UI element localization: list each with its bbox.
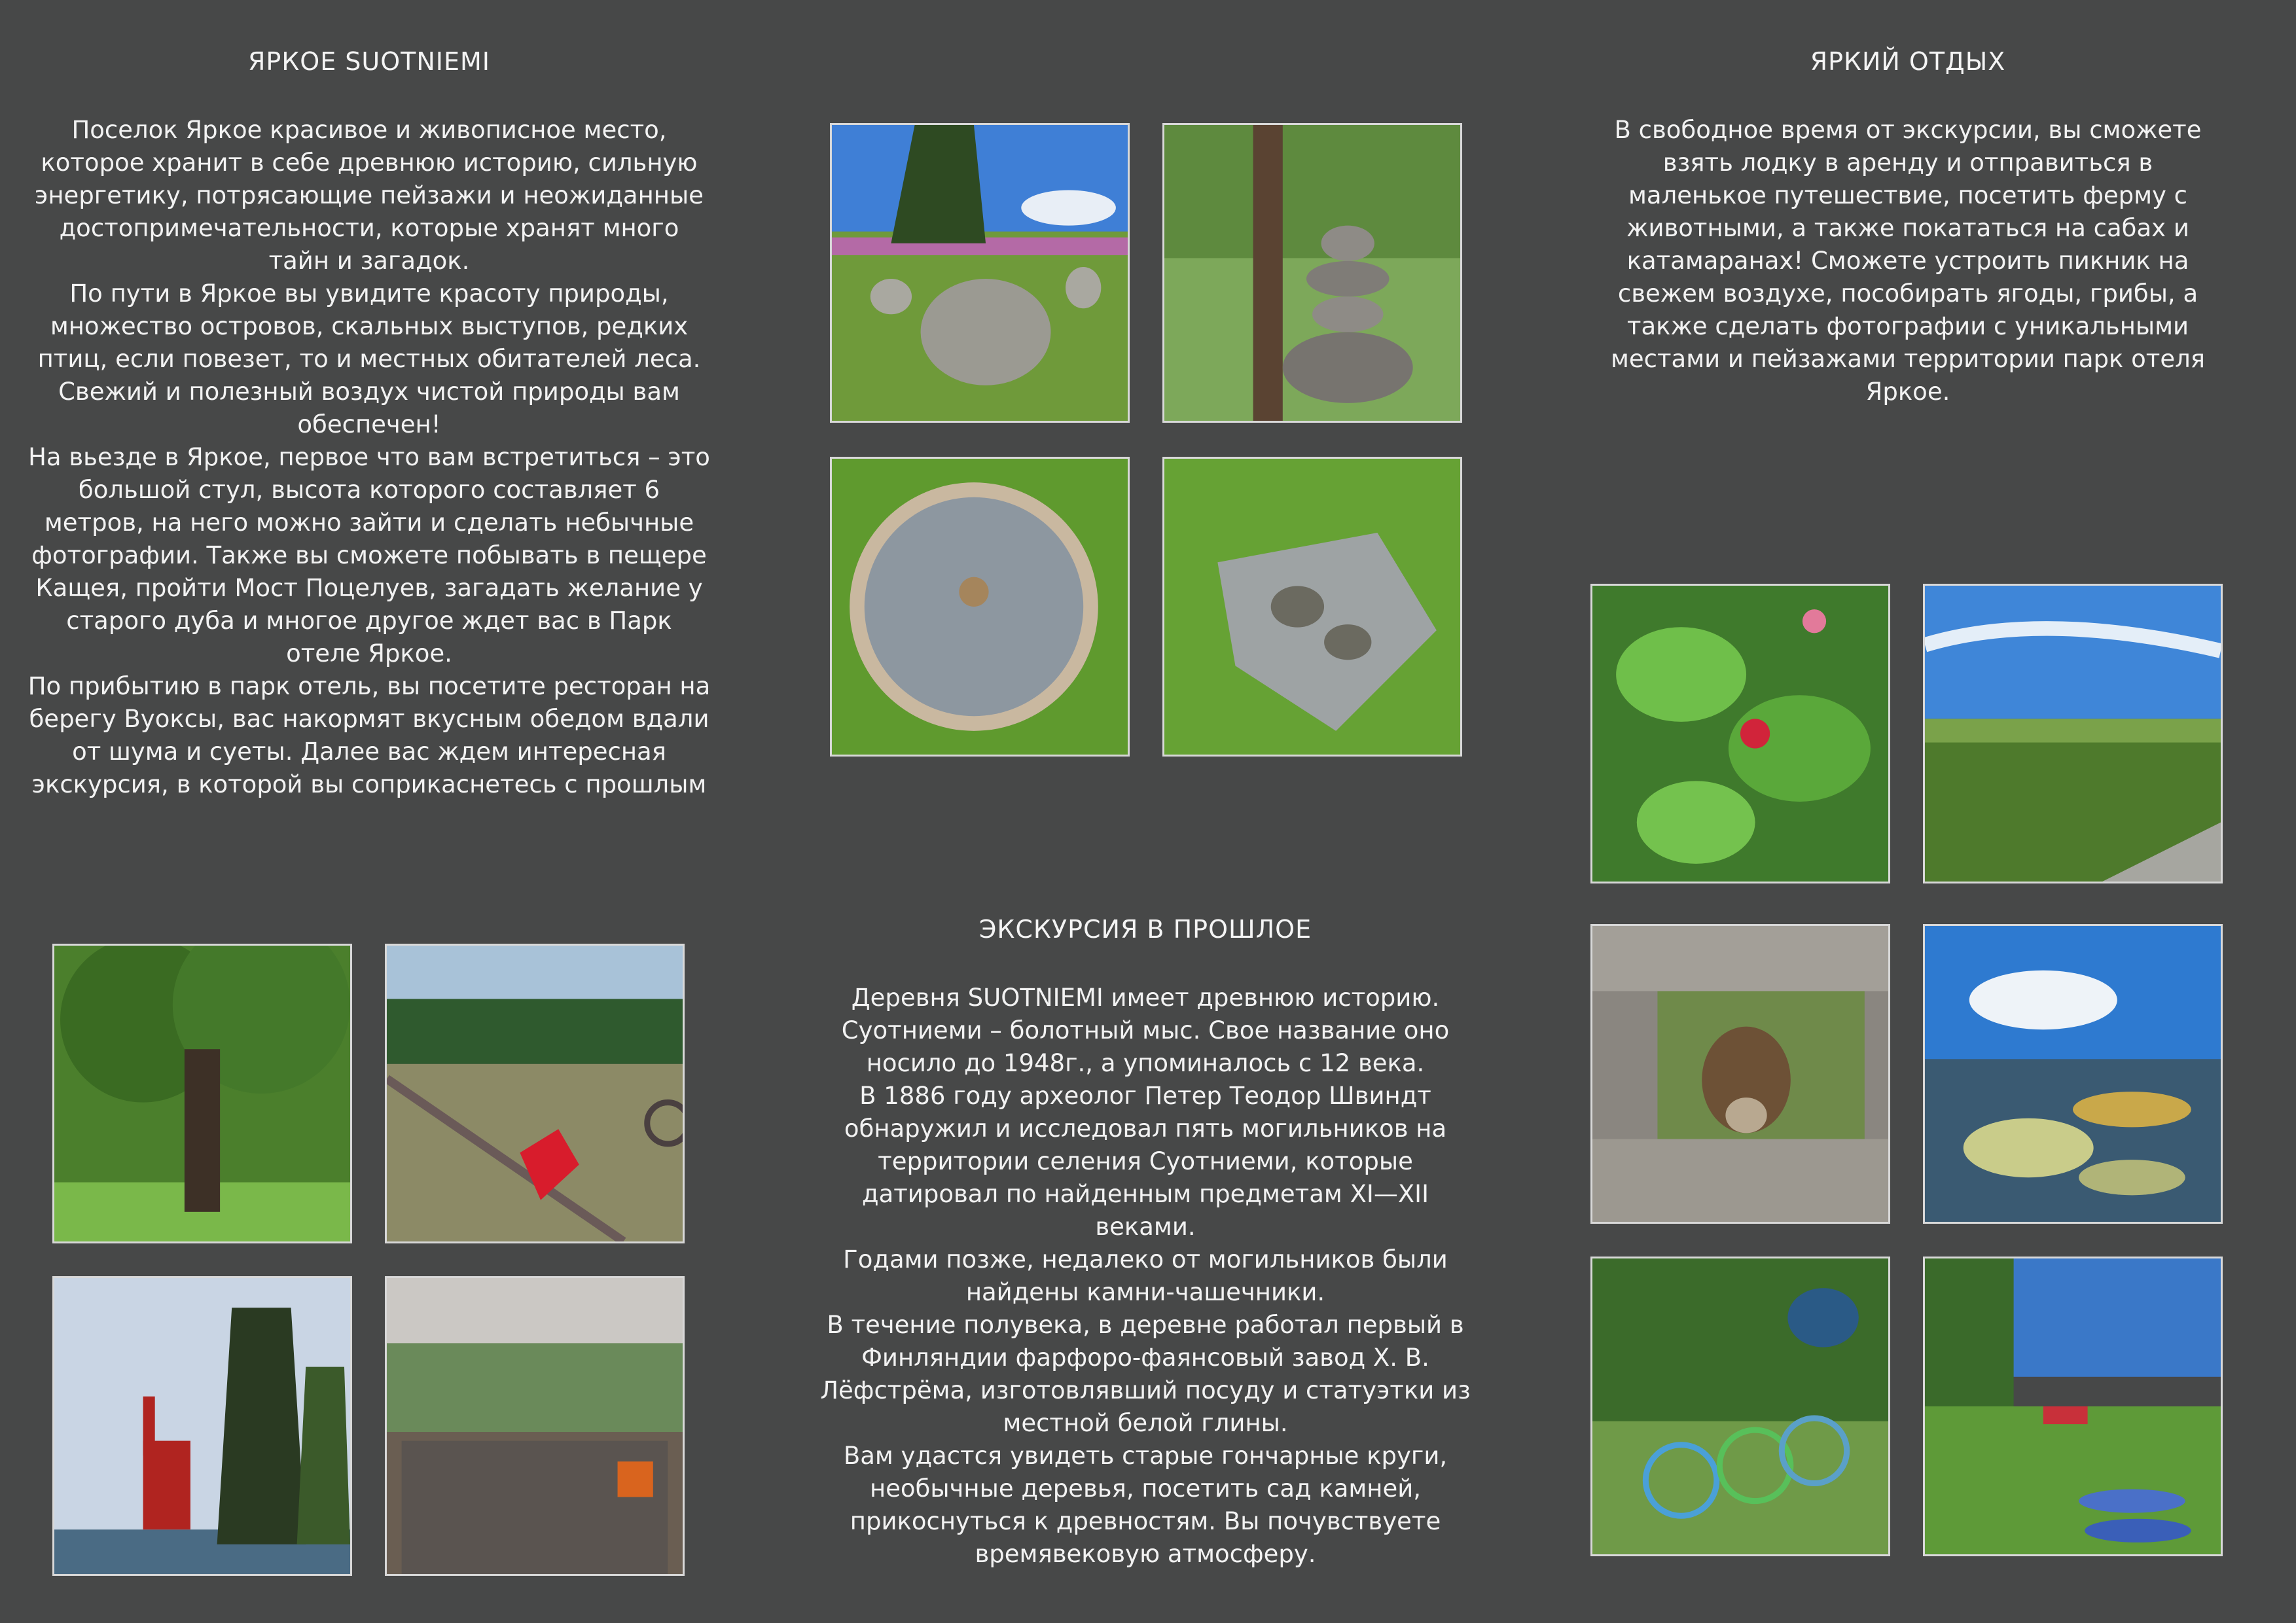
middle-section-title: ЭКСКУРСИЯ В ПРОШЛОЕ [978, 915, 1312, 944]
photo-stone-cairn [1162, 123, 1462, 423]
left-paragraph-4: По прибытию в парк отель, вы посетите ресторан на берегу Вуоксы, вас накормят вкусным обедом вдали от шума и суеты. Далее вас ждем интересная экскурсия, в которой вы соприкаснетесь с прошлым [27, 672, 711, 798]
photo-old-oak [52, 944, 352, 1243]
left-paragraph-2: По пути в Яркое вы увидите красоту природы, множество островов, скальных выступов, редких птиц, если повезет, то и местных обитателей леса. Свежий и полезный воздух чистой природы вам обеспечен! [37, 279, 701, 438]
photo-millstone [830, 457, 1130, 757]
photo-sup-boards [1923, 1257, 2223, 1556]
left-paragraph-1: Поселок Яркое красивое и живописное место, которое хранит в себе древнюю историю, сильную энергетику, потрясающие пейзажи и неожиданные достопримечательности, которые хранят много тайн и загадок. [35, 116, 704, 275]
middle-paragraph-5: Вам удастся увидеть старые гончарные круги, необычные деревья, посетить сад камней, прикоснуться к древностям. Вы почувствуете времявековую атмосферу. [843, 1442, 1448, 1568]
photo-cup-stone [1162, 457, 1462, 757]
photo-wild-strawberry [1590, 584, 1890, 883]
photo-boulder-meadow [830, 123, 1130, 423]
middle-paragraph-2: В 1886 году археолог Петер Теодор Швиндт обнаружил и исследовал пять могильников на территории селения Суотниеми, которые датировал по найденным предметам XI—XII веками. [844, 1082, 1447, 1241]
left-section-title: ЯРКОЕ SUOTNIEMI [248, 47, 490, 76]
photo-goat-fence [1590, 924, 1890, 1224]
middle-paragraph-1: Деревня SUOTNIEMI имеет древнюю историю. Суотниеми – болотный мыс. Свое название оно носило до 1948г., а упоминалось с 12 века. [841, 984, 1450, 1077]
left-paragraph-3: На вьезде в Яркое, первое что вам встретиться – это большой стул, высота которого составляет 6 метров, на него можно зайти и сделать небычные фотографии. Также вы сможете побывать в пещере Кащея, пройти Мост Поцелуев, загадать желание у старого дуба и многое другое ждет вас в Парк отеле Яркое. [28, 443, 710, 668]
photo-kiss-bridge [385, 944, 685, 1243]
middle-paragraph-3: Годами позже, недалеко от могильников были найдены камни-чашечники. [843, 1245, 1448, 1306]
right-section-title: ЯРКИЙ ОТДЫХ [1810, 47, 2006, 76]
photo-bicycles [1590, 1257, 1890, 1556]
photo-boats-pier [1923, 924, 2223, 1224]
middle-section-text [818, 982, 1473, 1571]
left-section-text [26, 114, 712, 801]
right-section-text [1590, 114, 2225, 408]
photo-forest-landscape [1923, 584, 2223, 883]
photo-giant-chair [52, 1276, 352, 1576]
middle-paragraph-4: В течение полувека, в деревне работал первый в Финляндии фарфоро-фаянсовый завод Х. В. Лёфстрёма, изготовлявший посуду и статуэтки из местной белой глины. [820, 1311, 1471, 1437]
right-paragraph-1: В свободное время от экскурсии, вы сможете взять лодку в аренду и отправиться в маленькое путешествие, посетить ферму с животными, а также покататься на сабах и катамаранах! Сможете устроить пикник на свежем воздухе, пособирать ягоды, грибы, а также сделать фотографии с уникальными местами и пейзажами территории парк отеля Яркое. [1610, 116, 2206, 406]
photo-restaurant-terrace [385, 1276, 685, 1576]
